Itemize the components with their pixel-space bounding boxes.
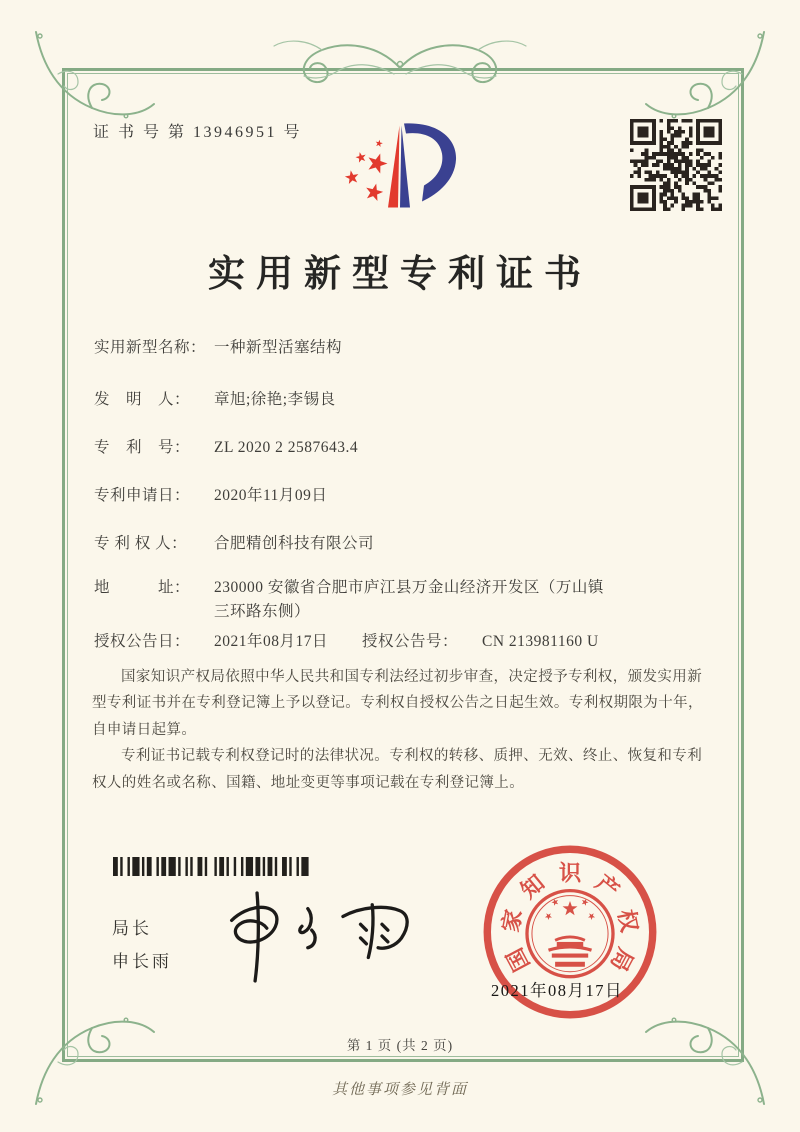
field-label: 授权公告日： <box>94 633 191 650</box>
svg-text:国: 国 <box>501 943 535 976</box>
field-value: CN 213981160 U <box>482 633 599 650</box>
field-group-grant-number <box>362 630 599 654</box>
field-label: 专 利 号： <box>94 439 191 456</box>
field-value: 2021年08月17日 <box>214 633 329 650</box>
back-side-note: 其他事项参见背面 <box>331 1082 468 1098</box>
cnipa-patent-logo-icon <box>344 116 464 214</box>
seal-agency-text <box>497 861 643 976</box>
officer-signature-icon <box>218 886 423 986</box>
legal-paragraph: 国家知识产权局依照中华人民共和国专利法经过初步审查，决定授予专利权，颁发实用新型专利证书并在专利登记簿上予以登记。专利权自授权公告之日起生效。专利权期限为十年，自申请日起算。 <box>92 669 703 738</box>
field-value: 230000 安徽省合肥市庐江县万金山经济开发区（万山镇三环路东侧） <box>214 579 604 621</box>
logo-triangle-red <box>388 126 400 208</box>
svg-text:产: 产 <box>590 869 624 904</box>
field-row-inventors <box>94 388 336 412</box>
svg-text:权: 权 <box>613 907 643 935</box>
logo-stars <box>344 139 390 202</box>
certificate-number: 证 书 号 第 13946951 号 <box>93 124 303 141</box>
field-value: ZL 2020 2 2587643.4 <box>214 439 359 456</box>
field-row-utility-model-name <box>94 336 342 360</box>
svg-text:家: 家 <box>497 907 527 935</box>
logo-triangle-blue <box>400 126 410 208</box>
field-value: 2020年11月09日 <box>214 487 328 504</box>
field-row-grant <box>94 630 716 654</box>
field-row-filing-date <box>94 484 327 508</box>
svg-text:知: 知 <box>516 869 550 904</box>
seal-date: 2021年08月17日 <box>491 981 623 1000</box>
page-number: 第 1 页 (共 2 页) <box>346 1038 454 1053</box>
svg-text:局: 局 <box>605 943 639 976</box>
field-label: 专 利 权 人： <box>94 535 188 552</box>
certificate-barcode <box>113 857 311 876</box>
field-label: 发 明 人： <box>94 391 191 408</box>
field-row-patentee <box>94 532 374 556</box>
national-emblem-icon <box>527 891 613 977</box>
field-value: 一种新型活塞结构 <box>214 339 343 356</box>
legal-paragraph: 专利证书记载专利权登记时的法律状况。专利权的转移、质押、无效、终止、恢复和专利权人的姓名或名称、国籍、地址变更等事项记载在专利登记簿上。 <box>92 748 703 791</box>
svg-text:识: 识 <box>558 860 582 886</box>
field-row-patent-number <box>94 436 358 460</box>
field-label: 专利申请日： <box>94 487 191 504</box>
field-row-address <box>94 576 612 624</box>
qr-code <box>630 119 722 211</box>
field-label: 实用新型名称： <box>94 339 207 356</box>
officer-name: 申长雨 <box>112 952 172 971</box>
field-value: 章旭;徐艳;李锡良 <box>214 391 336 408</box>
certificate-title: 实用新型专利证书 <box>208 254 592 295</box>
top-flourish-icon <box>260 28 540 100</box>
field-value: 合肥精创科技有限公司 <box>214 535 375 552</box>
logo-p-bowl <box>404 123 456 201</box>
field-label: 授权公告号： <box>362 633 459 650</box>
officer-title: 局长 <box>112 919 152 938</box>
field-label: 地 址： <box>94 579 191 596</box>
legal-text <box>92 664 712 796</box>
